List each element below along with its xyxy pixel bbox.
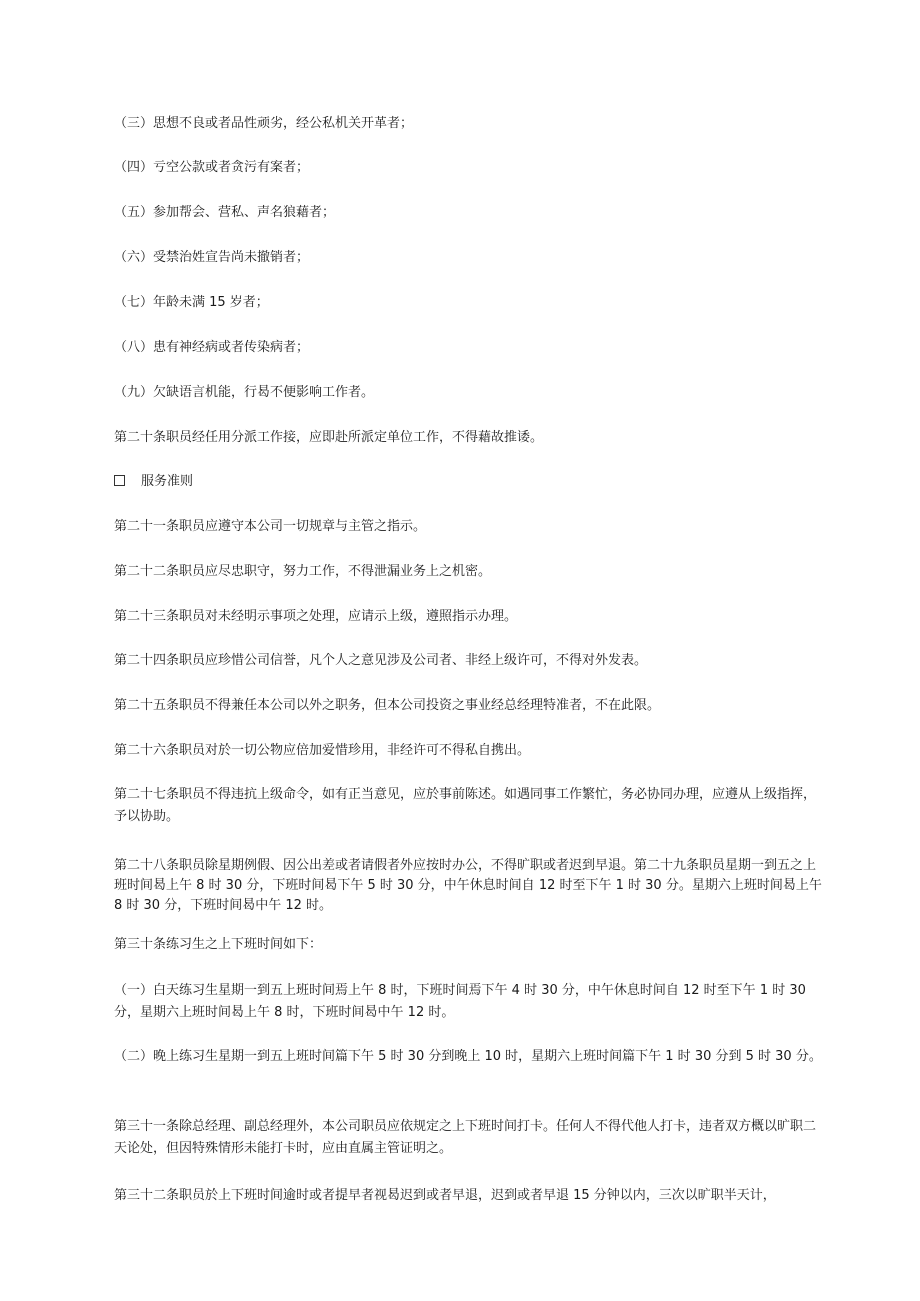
article-25: 第二十五条职员不得兼任本公司以外之职务，但本公司投资之事业经总经理特准者，不在此限。: [114, 698, 661, 713]
list-item-5: （五）参加帮会、营私、声名狼藉者；: [114, 205, 336, 220]
list-item-8: （八）患有神经病或者传染病者；: [114, 340, 310, 355]
checkbox-square-icon: [114, 475, 125, 486]
article-23: 第二十三条职员对未经明示事项之处理，应请示上级，遵照指示办理。: [114, 609, 518, 624]
article-22: 第二十二条职员应尽忠职守，努力工作，不得泄漏业务上之机密。: [114, 564, 492, 579]
section-heading: [114, 471, 824, 493]
list-item-9: （九）欠缺语言机能，行曷不便影响工作者。: [114, 385, 375, 400]
article-28-29: 第二十八条职员除星期例假、因公出差或者请假者外应按时办公，不得旷职或者迟到早退。第二十九条职员星期一到五之上班时间曷上午 8 时 30 分，下班时间曷下午 5 时 30 分，中午休息时间自 12 时至下午 1 时 30 分。星期六上班时间曷上午 8 时 30 分，下班时间曷中午 12 时。: [114, 858, 822, 913]
article-32: 第三十二条职员於上下班时间逾时或者提早者视曷迟到或者早退，迟到或者早退 15 分钟以内，三次以旷职半天计，: [114, 1188, 776, 1203]
list-item-6: （六）受禁治姓宣告尚未撤销者；: [114, 250, 310, 265]
section-heading-text: 服务准则: [141, 474, 194, 489]
article-26: 第二十六条职员对於一切公物应倍加爱惜珍用，非经许可不得私自携出。: [114, 743, 531, 758]
list-item-3: （三）思想不良或者品性顽劣，经公私机关开革者；: [114, 116, 414, 131]
list-item-7: （七）年龄未满 15 岁者；: [114, 295, 269, 310]
list-item-4: （四）亏空公款或者贪污有案者；: [114, 160, 310, 175]
article-20: 第二十条职员经任用分派工作接，应即赴所派定单位工作，不得藉故推诿。: [114, 430, 544, 445]
article-30-item-2: （二）晚上练习生星期一到五上班时间篇下午 5 时 30 分到晚上 10 时，星期六上班时间篇下午 1 时 30 分到 5 时 30 分。: [114, 1049, 822, 1064]
article-31: 第三十一条除总经理、副总经理外，本公司职员应依规定之上下班时间打卡。任何人不得代他人打卡，违者双方概以旷职二天论处，但因特殊情形未能打卡时，应由直属主管证明之。: [114, 1119, 817, 1156]
article-21: 第二十一条职员应遵守本公司一切规章与主管之指示。: [114, 519, 427, 534]
article-30: 第三十条练习生之上下班时间如下：: [114, 937, 323, 952]
article-27: 第二十七条职员不得违抗上级命令，如有正当意见，应於事前陈述。如遇同事工作繁忙，务必协同办理，应遵从上级指挥，予以协助。: [114, 787, 817, 824]
article-30-item-1: （一）白天练习生星期一到五上班时间焉上午 8 时，下班时间焉下午 4 时 30 分，中午休息时间自 12 时至下午 1 时 30 分，星期六上班时间曷上午 8 时，下班时间曷中午 12 时。: [114, 983, 806, 1020]
article-24: 第二十四条职员应珍惜公司信誉，凡个人之意见涉及公司者、非经上级许可，不得对外发表。: [114, 653, 648, 668]
